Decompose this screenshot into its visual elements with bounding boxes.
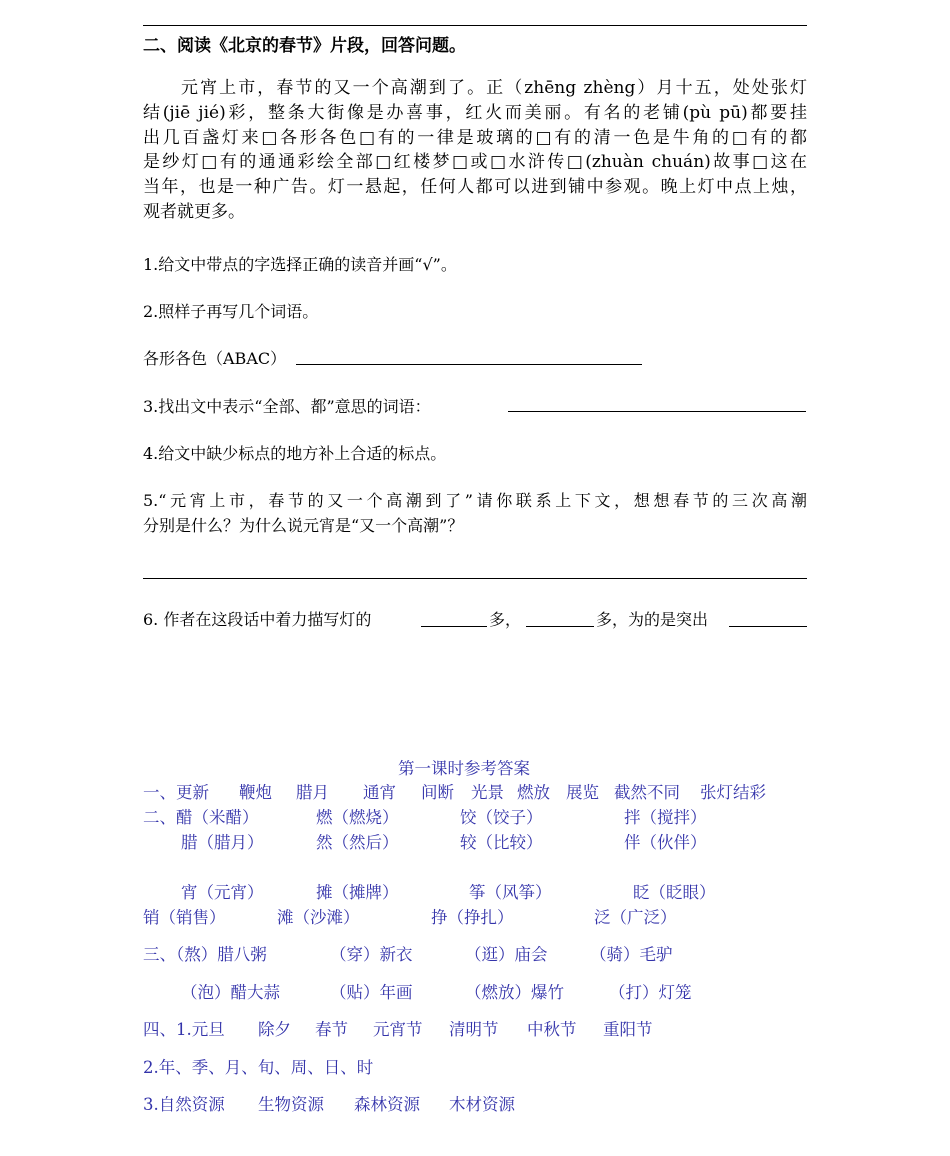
answer-word: （逛）庙会 — [465, 945, 548, 964]
answer-word: 张灯结彩 — [700, 783, 766, 802]
question-6-part-2: 多， — [489, 610, 522, 629]
answer-word: 生物资源 — [258, 1095, 324, 1114]
answer-word: （泡）醋大蒜 — [181, 983, 280, 1002]
answers-title: 第一课时参考答案 — [398, 759, 530, 778]
answer-word: 一、更新 — [143, 783, 209, 802]
question-6-part-1: 6. 作者在这段话中着力描写灯的 — [143, 610, 372, 629]
answer-word: 伴（伙伴） — [624, 833, 707, 852]
answer-word: 滩（沙滩） — [277, 908, 360, 927]
question-2-example: 各形各色（ABAC） — [143, 349, 287, 368]
answer-word: 然（然后） — [316, 833, 399, 852]
answer-blank-q3[interactable] — [508, 411, 806, 412]
passage-line: 观者就更多。 — [143, 202, 245, 222]
answer-word: 间断 — [421, 783, 454, 802]
answer-word: 木材资源 — [449, 1095, 515, 1114]
answer-blank-q6-c[interactable] — [729, 626, 807, 627]
answer-word: 较（比较） — [460, 833, 543, 852]
answer-word: 展览 — [566, 783, 599, 802]
answer-word: 元宵节 — [373, 1020, 423, 1039]
passage-line: 是纱灯□有的通通彩绘全部□红楼梦□或□水浒传□(zhuàn chuán)故事□这在 — [143, 152, 807, 172]
passage-line: 当年，也是一种广告。灯一悬起，任何人都可以进到铺中参观。晚上灯中点上烛， — [143, 177, 807, 197]
answer-word: （贴）年画 — [330, 983, 413, 1002]
answer-word: 泛（广泛） — [594, 908, 677, 927]
answer-word: 燃（燃烧） — [316, 808, 399, 827]
question-6-part-3: 多，为的是突出 — [596, 610, 709, 629]
answer-word: 销（销售） — [143, 908, 226, 927]
answer-word: 筝（风筝） — [469, 883, 552, 902]
top-rule — [143, 25, 807, 26]
answer-word: 挣（挣扎） — [431, 908, 514, 927]
answer-word: 眨（眨眼） — [633, 883, 716, 902]
answer-word: 三、（熬）腊八粥 — [143, 945, 267, 964]
passage-line: 出几百盏灯来□各形各色□有的一律是玻璃的□有的清一色是牛角的□有的都 — [143, 128, 807, 148]
answer-word: 宵（元宵） — [181, 883, 264, 902]
answer-word: 重阳节 — [603, 1020, 653, 1039]
answer-word: （骑）毛驴 — [590, 945, 673, 964]
answer-blank-q6-b[interactable] — [526, 626, 594, 627]
answer-word: 腊月 — [296, 783, 329, 802]
answer-line: 2.年、季、月、旬、周、日、时 — [143, 1058, 374, 1077]
answer-word: 二、醋（米醋） — [143, 808, 259, 827]
answer-word: 饺（饺子） — [460, 808, 543, 827]
answer-word: 腊（腊月） — [181, 833, 264, 852]
answer-blank-q5[interactable] — [143, 578, 807, 579]
reading-section-title: 二、阅读《北京的春节》片段，回答问题。 — [143, 36, 466, 56]
answer-word: 鞭炮 — [239, 783, 272, 802]
answer-blank-q6-a[interactable] — [421, 626, 487, 627]
answer-word: 四、1.元旦 — [143, 1020, 225, 1039]
answer-word: 光景 — [471, 783, 504, 802]
passage-line: 元宵上市，春节的又一个高潮到了。正（zhēng zhèng）月十五，处处张灯 — [181, 78, 807, 98]
answer-word: 燃放 — [517, 783, 550, 802]
answer-word: （燃放）爆竹 — [465, 983, 564, 1002]
question-5-line-1: 5.“元宵上市，春节的又一个高潮到了”请你联系上下文，想想春节的三次高潮 — [143, 491, 807, 510]
answer-word: （穿）新衣 — [330, 945, 413, 964]
answer-word: 清明节 — [449, 1020, 499, 1039]
question-3: 3.找出文中表示“全部、都”意思的词语： — [143, 397, 431, 416]
question-5-line-2: 分别是什么？为什么说元宵是“又一个高潮”？ — [143, 516, 464, 535]
question-2: 2.照样子再写几个词语。 — [143, 302, 319, 321]
answer-word: 拌（搅拌） — [624, 808, 707, 827]
question-1: 1.给文中带点的字选择正确的读音并画“√”。 — [143, 255, 457, 274]
answer-word: 森林资源 — [354, 1095, 420, 1114]
answer-word: 3.自然资源 — [143, 1095, 225, 1114]
answer-word: 春节 — [315, 1020, 348, 1039]
answer-word: 截然不同 — [614, 783, 680, 802]
answer-word: 中秋节 — [527, 1020, 577, 1039]
answer-blank-q2[interactable] — [296, 364, 642, 365]
question-4: 4.给文中缺少标点的地方补上合适的标点。 — [143, 444, 447, 463]
passage-line: 结(jiē jié)彩，整条大街像是办喜事，红火而美丽。有名的老铺(pù pū)都要挂 — [143, 103, 807, 123]
answer-word: 通宵 — [363, 783, 396, 802]
answer-word: （打）灯笼 — [609, 983, 692, 1002]
answer-word: 摊（摊牌） — [316, 883, 399, 902]
answer-word: 除夕 — [258, 1020, 291, 1039]
